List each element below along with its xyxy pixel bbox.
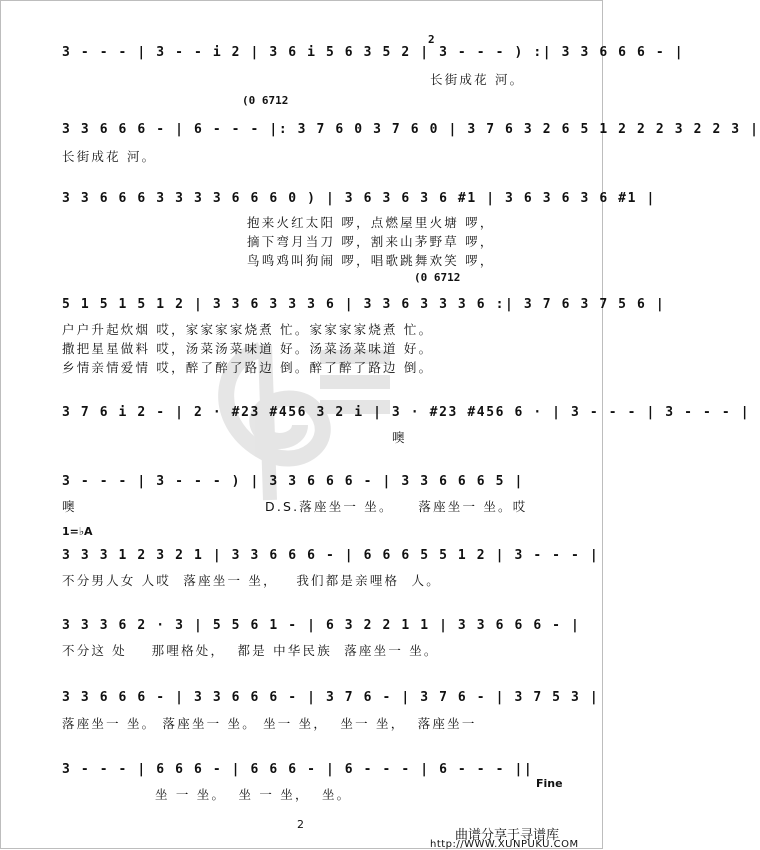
system-2-prefix: (0 6712	[242, 94, 289, 107]
fine-mark: Fine	[536, 777, 563, 790]
system-4-notes: 5 1 5 1 5 1 2 | 3 3 6 3 3 3 6 | 3 3 6 3 3 3 6 :| 3 7 6 3 7 5 6 |	[62, 297, 666, 312]
system-6-lyric-2: D.S.落座坐一 坐。 落座坐一 坐。哎	[265, 499, 528, 514]
system-7-lyric: 不分男人女 人哎 落座坐一 坐， 我们都是亲哩格 人。	[62, 573, 441, 588]
system-10-notes: 3 - - - | 6 6 6 - | 6 6 6 - | 6 - - - | 6 - - - ||	[62, 762, 534, 777]
system-3-notes: 3 3 6 6 6 3 3 3 3 6 6 6 0 ) | 3 6 3 6 3 6 #1 | 3 6 3 6 3 6 #1 |	[62, 191, 656, 206]
system-9-lyric: 落座坐一 坐。 落座坐一 坐。 坐一 坐， 坐一 坐， 落座坐一	[62, 716, 477, 731]
system-1-notes: 3 - - - | 3 - - i 2 | 3 6 i 5 6 3 5 2 | 3 - - - ) :| 3 3 6 6 6 - |	[62, 45, 685, 60]
system-4-lyric-3: 乡情亲情爱情 哎，醉了醉了路边 倒。醉了醉了路边 倒。	[62, 360, 434, 375]
system-3-lyric-2: 摘下弯月当刀 啰，割来山茅野草 啰，	[247, 234, 495, 249]
system-1-volta: 2	[428, 33, 435, 46]
system-4-lyric-2: 撒把星星做料 哎，汤菜汤菜味道 好。汤菜汤菜味道 好。	[62, 341, 434, 356]
key-signature: 1=♭A	[62, 525, 93, 538]
system-4-lyric-1: 户户升起炊烟 哎，家家家家烧煮 忙。家家家家烧煮 忙。	[62, 322, 434, 337]
system-7-notes: 3 3 3 1 2 3 2 1 | 3 3 6 6 6 - | 6 6 6 5 5 1 2 | 3 - - - |	[62, 548, 600, 563]
system-8-notes: 3 3 3 6 2 · 3 | 5 5 6 1 - | 6 3 2 2 1 1 | 3 3 6 6 6 - |	[62, 618, 581, 633]
system-5-notes: 3 7 6 i 2 - | 2 · #23 #456 3 2 i | 3 · #23 #456 6 · | 3 - - - | 3 - - - |	[62, 405, 751, 420]
system-8-lyric: 不分这 处 那哩格处， 都是 中华民族 落座坐一 坐。	[62, 643, 439, 658]
footer-site-url: http://WWW.XUNPUKU.COM	[430, 839, 579, 850]
system-6-notes: 3 - - - | 3 - - - ) | 3 3 6 6 6 - | 3 3 6 6 6 5 |	[62, 474, 524, 489]
system-4-prefix: (0 6712	[414, 271, 461, 284]
system-2-notes: 3 3 6 6 6 - | 6 - - - |: 3 7 6 0 3 7 6 0 | 3 7 6 3 2 6 5 1 2 2 2 3 2 2 3 |	[62, 122, 760, 137]
system-9-notes: 3 3 6 6 6 - | 3 3 6 6 6 - | 3 7 6 - | 3 7 6 - | 3 7 5 3 |	[62, 690, 600, 705]
page-number: 2	[297, 818, 304, 831]
footer-site-name: 曲谱分享于寻谱库	[455, 828, 560, 843]
system-6-lyric-1: 噢	[62, 499, 77, 514]
system-2-lyric: 长街成花 河。	[62, 149, 157, 164]
system-10-lyric: 坐 一 坐。 坐 一 坐， 坐。	[155, 787, 352, 802]
system-3-lyric-1: 抱来火红太阳 啰，点燃屋里火塘 啰，	[247, 215, 495, 230]
system-1-lyric: 长街成花 河。	[430, 72, 525, 87]
system-3-lyric-3: 鸟鸣鸡叫狗闹 啰，唱歌跳舞欢笑 啰，	[247, 253, 495, 268]
system-5-lyric: 噢	[392, 430, 407, 445]
